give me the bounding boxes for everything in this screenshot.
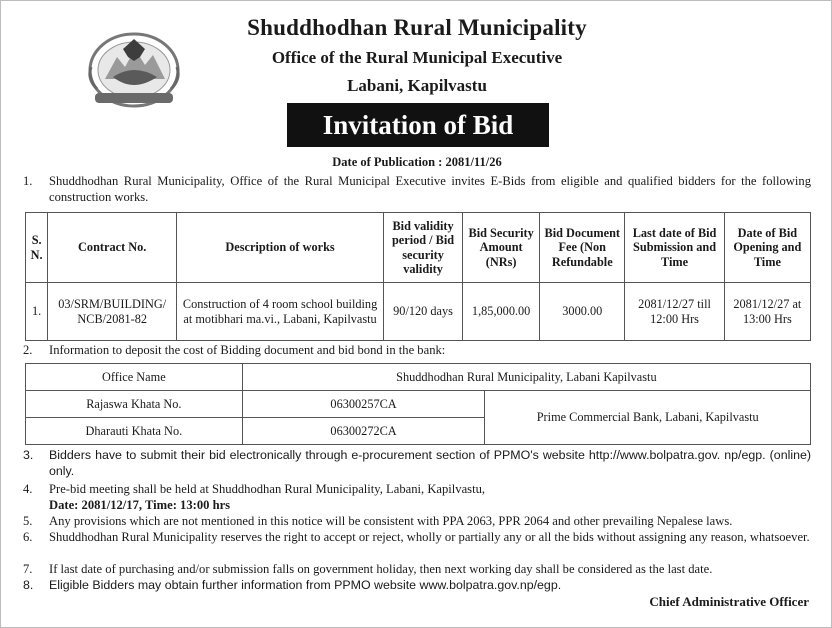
- paragraph-4: [23, 482, 811, 513]
- publication-date: Date of Publication : 2081/11/26: [332, 155, 502, 169]
- paragraph-number: 2.: [23, 343, 33, 357]
- header-description: Description of works: [177, 213, 384, 283]
- paragraph-text: Shuddhodhan Rural Municipality reserves the right to accept or reject, wholly or partially any or all the bids without assigning any reason, whatsoever.: [49, 530, 810, 544]
- signature-title: Chief Administrative Officer: [649, 594, 809, 609]
- municipality-title: Shuddhodhan Rural Municipality: [247, 15, 587, 40]
- bank-table: [25, 363, 811, 445]
- paragraph-number: 6.: [23, 530, 33, 544]
- cell-fee: 3000.00: [540, 283, 625, 341]
- rajaswa-label: Rajaswa Khata No.: [26, 391, 243, 418]
- cell-validity: 90/120 days: [384, 283, 463, 341]
- paragraph-number: 4.: [23, 482, 33, 496]
- table-header-row: [26, 213, 811, 283]
- paragraph-1: [23, 174, 811, 205]
- office-name-label: Office Name: [26, 364, 243, 391]
- header-last-date: Last date of Bid Submission and Time: [625, 213, 724, 283]
- dharauti-label: Dharauti Khata No.: [26, 418, 243, 445]
- paragraph-number: 7.: [23, 562, 33, 576]
- paragraph-6: [23, 530, 811, 546]
- header-sn: S. N.: [26, 213, 48, 283]
- header-fee: Bid Document Fee (Non Refundable: [540, 213, 625, 283]
- header-contract: Contract No.: [48, 213, 177, 283]
- paragraph-text: If last date of purchasing and/or submission falls on government holiday, then next working day shall be considered as the last date.: [49, 562, 713, 576]
- cell-sn: 1.: [26, 283, 48, 341]
- paragraph-number: 5.: [23, 514, 33, 528]
- office-location: Labani, Kapilvastu: [347, 76, 487, 95]
- cell-opening: 2081/12/27 at 13:00 Hrs: [724, 283, 810, 341]
- header-validity: Bid validity period / Bid security validity: [384, 213, 463, 283]
- paragraph-number: 1.: [23, 174, 33, 188]
- paragraph-5: [23, 514, 811, 530]
- works-table: [25, 212, 811, 341]
- cell-description: Construction of 4 room school building at motibhari ma.vi., Labani, Kapilvastu: [177, 283, 384, 341]
- rajaswa-value: 06300257CA: [242, 391, 485, 418]
- cell-last-date: 2081/12/27 till 12:00 Hrs: [625, 283, 724, 341]
- office-name: Office of the Rural Municipal Executive: [271, 48, 563, 67]
- invitation-banner: Invitation of Bid: [287, 103, 549, 147]
- paragraph-2: [23, 343, 811, 359]
- table-row: [26, 391, 811, 418]
- paragraph-8: [23, 578, 811, 594]
- paragraph-text: Eligible Bidders may obtain further information from PPMO website www.bolpatra.gov.np/egp.: [49, 578, 562, 592]
- table-row: [26, 283, 811, 341]
- paragraph-number: 3.: [23, 448, 34, 462]
- table-row: [26, 364, 811, 391]
- pre-bid-date: Date: 2081/12/17, Time: 13:00 hrs: [49, 497, 231, 512]
- paragraph-text: Pre-bid meeting shall be held at Shuddhodhan Rural Municipality, Labani, Kapilvastu,: [49, 482, 486, 496]
- paragraph-3: [23, 448, 811, 479]
- paragraph-text: Shuddhodhan Rural Municipality, Office of the Rural Municipal Executive invites E-Bids from eligible and qualified bidders for the following construction works.: [49, 174, 811, 204]
- bank-name: Prime Commercial Bank, Labani, Kapilvastu: [485, 391, 811, 445]
- cell-security: 1,85,000.00: [463, 283, 540, 341]
- office-name-value: Shuddhodhan Rural Municipality, Labani Kapilvastu: [242, 364, 810, 391]
- paragraph-text: Bidders have to submit their bid electronically through e-procurement section of PPMO's website http://www.bolpatra.gov. np/egp. (online) only.: [49, 448, 811, 478]
- dharauti-value: 06300272CA: [242, 418, 485, 445]
- paragraph-text: Information to deposit the cost of Bidding document and bid bond in the bank:: [49, 343, 446, 357]
- header-security: Bid Security Amount (NRs): [463, 213, 540, 283]
- header-opening: Date of Bid Opening and Time: [724, 213, 810, 283]
- paragraph-7: [23, 562, 811, 578]
- paragraph-number: 8.: [23, 578, 34, 592]
- paragraph-text: Any provisions which are not mentioned in this notice will be consistent with PPA 2063, PPR 2064 and other prevailing Nepalese laws.: [49, 514, 733, 528]
- cell-contract: 03/SRM/BUILDING/ NCB/2081-82: [48, 283, 177, 341]
